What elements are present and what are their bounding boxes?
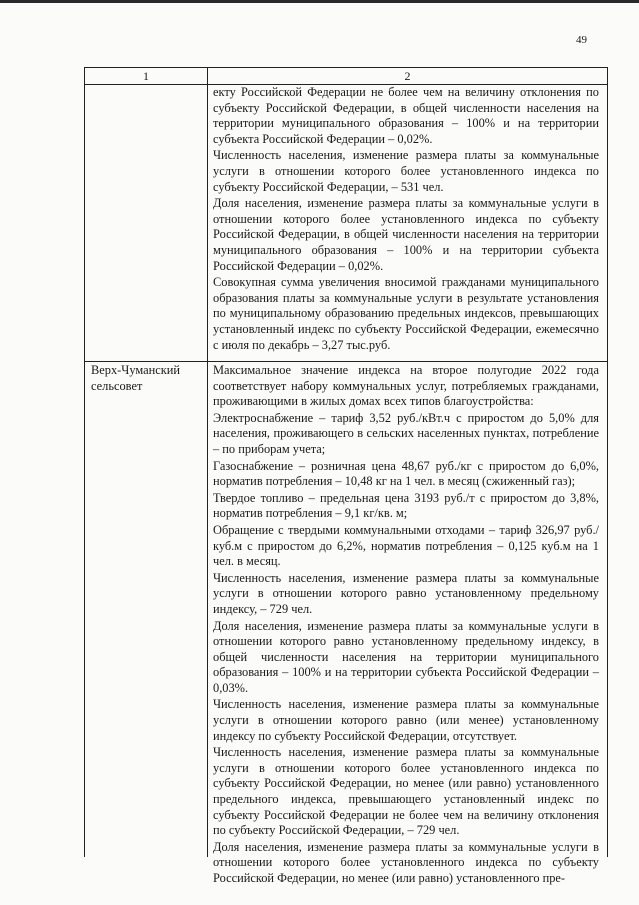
row-1-paragraph: Совокупная сумма увеличения вносимой гражданами муниципального образования платы за коммунальные услуги в результате установления по муниципальному образованию предельных индексов, превышающих установленный индекс по субъекту Российской Федерации, ежемесячно с июля по декабрь – 3,27 тыс.руб. — [213, 275, 599, 352]
page-top-edge — [0, 0, 639, 3]
row-1-paragraph: екту Российской Федерации не более чем на величину отклонения по субъекту Российской Федерации, в общей численности населения на территории муниципального образования – 100% и на территории субъекта Российской Федерации – 0,02%. — [213, 85, 599, 146]
row-2-paragraph: Численность населения, изменение размера платы за коммунальные услуги в отношении которого более установленного индекса по субъекту Российской Федерации, но менее (или равно) установленного предельного индекса, превышающего установленный индекс по субъекту Российской Федерации не более чем на величину отклонения по субъекту Российской Федерации, – 729 чел. — [213, 745, 599, 838]
row-2-paragraph: Численность населения, изменение размера платы за коммунальные услуги в отношении которого равно (или менее) установленному индексу по субъекту Российской Федерации, отсутствует. — [213, 697, 599, 743]
row-2-paragraph: Обращение с твердыми коммунальными отходами – тариф 326,97 руб./куб.м с приростом до 6,2%, норматив потребления – 0,125 куб.м на 1 чел. в месяц. — [213, 522, 599, 569]
row-1-paragraph: Численность населения, изменение размера платы за коммунальные услуги в отношении которого более установленного индекса по субъекту Российской Федерации, – 531 чел. — [213, 148, 599, 194]
row-divider — [85, 361, 607, 362]
row-1-content — [213, 85, 599, 353]
column-header-2: 2 — [404, 69, 411, 83]
column-header-1: 1 — [143, 69, 149, 83]
row-2-paragraph: Газоснабжение – розничная цена 48,67 руб./кг с приростом до 6,0%, норматив потребления – 10,48 кг на 1 чел. в месяц (сжиженный газ); — [213, 458, 599, 489]
row-2-paragraph: Доля населения, изменение размера платы за коммунальные услуги в отношении которого более установленного индекса по субъекту Российской Федерации, но менее (или равно) установленного пре- — [213, 839, 599, 885]
row-2-paragraph: Максимальное значение индекса на второе полугодие 2022 года соответствует набору коммунальных услуг, потребляемых гражданами, проживающими в жилых домах всех типов благоустройства: — [213, 363, 599, 409]
row-2-paragraph: Твердое топливо – предельная цена 3193 руб./т с приростом до 3,8%, норматив потребления – 9,1 кг/кв. м; — [213, 490, 599, 521]
row-2-municipality: Верх-Чуманский сельсовет — [91, 363, 181, 393]
page-number: 49 — [576, 34, 587, 46]
row-2-paragraph: Численность населения, изменение размера платы за коммунальные услуги в отношении которого равно установленному предельному индексу, – 729 чел. — [213, 570, 599, 616]
row-2-content — [213, 363, 599, 887]
column-divider — [207, 68, 208, 857]
row-2-paragraph: Доля населения, изменение размера платы за коммунальные услуги в отношении которого равно установленному предельному индексу, в общей численности населения на территории муниципального образования – 100% и на территории субъекта Российской Федерации – 0,03%. — [213, 618, 599, 695]
document-table — [84, 67, 608, 885]
row-1-paragraph: Доля населения, изменение размера платы за коммунальные услуги в отношении которого более установленного индекса по субъекту Российской Федерации, в общей численности населения на территории муниципального образования – 100% и на территории субъекта Российской Федерации – 0,02%. — [213, 196, 599, 273]
row-2-paragraph: Электроснабжение – тариф 3,52 руб./кВт.ч с приростом до 5,0% для населения, проживающего в сельских населенных пунктах, потребление – по приборам учета; — [213, 410, 599, 456]
